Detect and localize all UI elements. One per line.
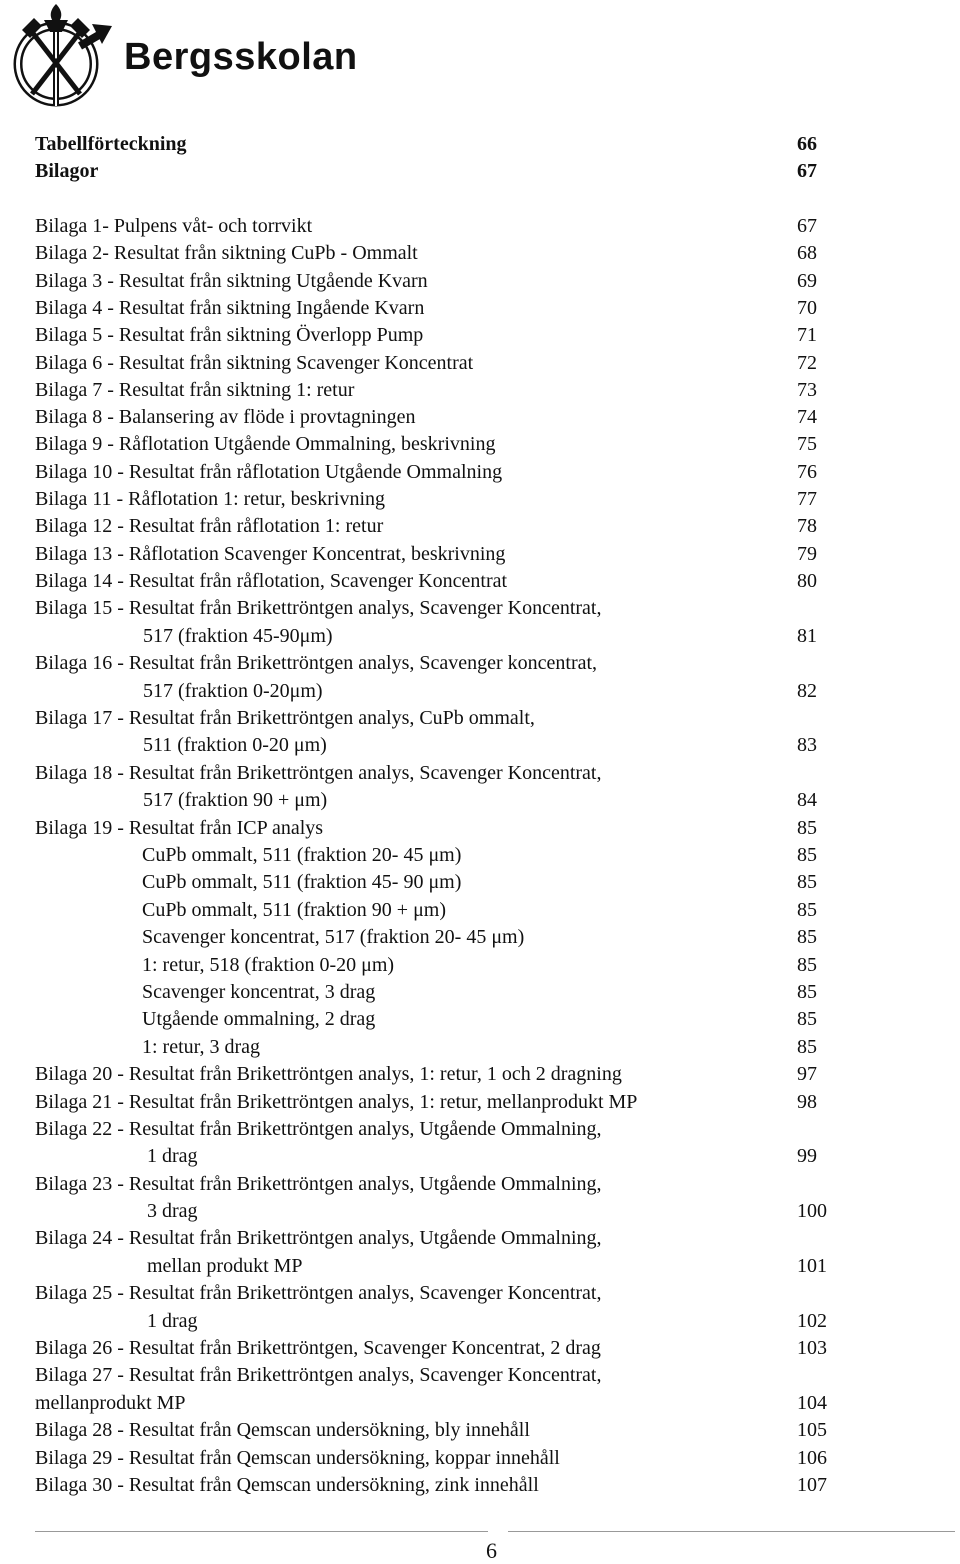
toc-entry-page: 103 <box>797 1337 827 1359</box>
toc-entry-label: CuPb ommalt, 511 (fraktion 45- 90 μm) <box>142 871 462 893</box>
toc-entry <box>35 787 835 814</box>
toc-entry-page: 75 <box>797 433 817 455</box>
toc-entry-label: 3 drag <box>147 1200 198 1222</box>
toc-entry-page: 80 <box>797 570 817 592</box>
toc-entry <box>35 842 835 869</box>
toc-entry-label: Bilaga 11 - Råflotation 1: retur, beskrivning <box>35 488 386 510</box>
toc-entry-label: Utgående ommalning, 2 drag <box>142 1008 376 1030</box>
toc-entry-page: 74 <box>797 406 817 428</box>
toc-entry-label: Bilaga 24 - Resultat från Brikettröntgen analys, Utgående Ommalning, <box>35 1227 602 1249</box>
toc-entry <box>35 1362 835 1389</box>
toc-entry <box>35 924 835 951</box>
toc-entry <box>35 486 835 513</box>
toc-entry <box>35 513 835 540</box>
toc-entry-label: CuPb ommalt, 511 (fraktion 90 + μm) <box>142 899 447 921</box>
toc-entry-label: 1 drag <box>147 1145 198 1167</box>
toc-entry <box>35 350 835 377</box>
toc-entry-label: 517 (fraktion 45-90μm) <box>143 625 333 647</box>
toc-entry-label: Bilaga 14 - Resultat från råflotation, Scavenger Koncentrat <box>35 570 508 592</box>
toc-entry <box>35 650 835 677</box>
toc-entry-label: Bilaga 4 - Resultat från siktning Ingående Kvarn <box>35 297 425 319</box>
toc-entry-page: 100 <box>797 1200 827 1222</box>
toc-entry-page: 84 <box>797 789 817 811</box>
page-number: 6 <box>486 1538 497 1563</box>
toc-entry-page: 73 <box>797 379 817 401</box>
toc-entry-label: Bilaga 7 - Resultat från siktning 1: retur <box>35 379 355 401</box>
toc-entry <box>35 268 835 295</box>
toc-entry-label: Bilaga 20 - Resultat från Brikettröntgen analys, 1: retur, 1 och 2 dragning <box>35 1063 622 1085</box>
toc-entry-page: 85 <box>797 1036 817 1058</box>
toc-entry <box>35 732 835 759</box>
toc-entry-page: 76 <box>797 461 817 483</box>
toc-entry-label: 1: retur, 3 drag <box>142 1036 261 1058</box>
toc-entry <box>35 952 835 979</box>
toc-entry <box>35 1390 835 1417</box>
toc-entry-label: Bilagor <box>35 160 99 182</box>
toc-entry <box>35 1171 835 1198</box>
bergsskolan-logo-icon <box>4 2 116 114</box>
toc-entry <box>35 1280 835 1307</box>
toc-entry-label: Bilaga 1- Pulpens våt- och torrvikt <box>35 215 313 237</box>
toc-entry-page: 106 <box>797 1447 827 1469</box>
toc-entry-label: Bilaga 29 - Resultat från Qemscan undersökning, koppar innehåll <box>35 1447 560 1469</box>
toc-entry-label: Bilaga 5 - Resultat från siktning Överlopp Pump <box>35 324 424 346</box>
toc-entry-page: 105 <box>797 1419 827 1441</box>
toc-entry-label: Bilaga 6 - Resultat från siktning Scavenger Koncentrat <box>35 352 474 374</box>
toc-entry <box>35 1116 835 1143</box>
toc-entry <box>35 1308 835 1335</box>
toc-entry <box>35 678 835 705</box>
toc-entry <box>35 979 835 1006</box>
toc-entry-page: 85 <box>797 981 817 1003</box>
toc-entry-label: CuPb ommalt, 511 (fraktion 20- 45 μm) <box>142 844 462 866</box>
toc-entry <box>35 1335 835 1362</box>
toc-entry-label: Bilaga 13 - Råflotation Scavenger Koncentrat, beskrivning <box>35 543 506 565</box>
toc-entry-label: 1 drag <box>147 1310 198 1332</box>
toc-entry-label: mellanprodukt MP <box>35 1392 186 1414</box>
toc-entry-page: 99 <box>797 1145 817 1167</box>
toc-entry <box>35 705 835 732</box>
brand-name: Bergsskolan <box>124 36 358 78</box>
toc-entry-label: Scavenger koncentrat, 517 (fraktion 20- 45 μm) <box>142 926 525 948</box>
toc-entry-label: Scavenger koncentrat, 3 drag <box>142 981 376 1003</box>
toc-entry-page: 101 <box>797 1255 827 1277</box>
toc-entry-label: Bilaga 12 - Resultat från råflotation 1: retur <box>35 515 384 537</box>
toc-entry <box>35 213 835 240</box>
toc-entry-label: Bilaga 25 - Resultat från Brikettröntgen analys, Scavenger Koncentrat, <box>35 1282 602 1304</box>
toc-entry <box>35 1417 835 1444</box>
toc-entry-page: 71 <box>797 324 817 346</box>
toc-entry-page: 70 <box>797 297 817 319</box>
toc-entry-label: Bilaga 18 - Resultat från Brikettröntgen analys, Scavenger Koncentrat, <box>35 762 602 784</box>
toc-entry-label: mellan produkt MP <box>147 1255 303 1277</box>
toc-entry-label: Bilaga 22 - Resultat från Brikettröntgen analys, Utgående Ommalning, <box>35 1118 602 1140</box>
toc-entry-page: 85 <box>797 871 817 893</box>
toc-entry <box>35 1061 835 1088</box>
toc-entry <box>35 568 835 595</box>
toc-entry-label: 517 (fraktion 0-20μm) <box>143 680 323 702</box>
toc-entry-page: 81 <box>797 625 817 647</box>
toc-entry-label: Bilaga 27 - Resultat från Brikettröntgen analys, Scavenger Koncentrat, <box>35 1364 602 1386</box>
toc-entry-label: 1: retur, 518 (fraktion 0-20 μm) <box>142 954 395 976</box>
toc-entry <box>35 541 835 568</box>
toc-heading-bilagor <box>35 158 835 185</box>
footer-divider-gap <box>488 1527 508 1535</box>
toc-entry-page: 66 <box>797 133 817 155</box>
toc-entry-page: 85 <box>797 817 817 839</box>
toc-entry <box>35 595 835 622</box>
toc-entry-page: 85 <box>797 954 817 976</box>
toc-entry <box>35 322 835 349</box>
toc-entry <box>35 1225 835 1252</box>
toc-entry-page: 97 <box>797 1063 817 1085</box>
toc-entry-label: Bilaga 17 - Resultat från Brikettröntgen analys, CuPb ommalt, <box>35 707 535 729</box>
toc-entry-page: 85 <box>797 844 817 866</box>
toc-entry <box>35 295 835 322</box>
page-header <box>0 0 960 120</box>
toc-entry-label: Bilaga 16 - Resultat från Brikettröntgen analys, Scavenger koncentrat, <box>35 652 598 674</box>
toc-entry-page: 107 <box>797 1474 827 1496</box>
toc-entry-page: 83 <box>797 734 817 756</box>
toc-entry-page: 82 <box>797 680 817 702</box>
toc-entry-label: Bilaga 28 - Resultat från Qemscan undersökning, bly innehåll <box>35 1419 530 1441</box>
toc-entry-label: Tabellförteckning <box>35 133 187 155</box>
toc-entry-page: 85 <box>797 926 817 948</box>
toc-entry-label: 517 (fraktion 90 + μm) <box>143 789 328 811</box>
toc-entry-label: Bilaga 23 - Resultat från Brikettröntgen analys, Utgående Ommalning, <box>35 1173 602 1195</box>
toc-entry <box>35 1089 835 1116</box>
toc-entry-page: 69 <box>797 270 817 292</box>
toc-entry-page: 102 <box>797 1310 827 1332</box>
toc-entry-label: 511 (fraktion 0-20 μm) <box>143 734 327 756</box>
toc-entry-page: 98 <box>797 1091 817 1113</box>
toc-entry <box>35 897 835 924</box>
toc-entry <box>35 404 835 431</box>
toc-entry-page: 85 <box>797 899 817 921</box>
toc-entry-page: 68 <box>797 242 817 264</box>
toc-entry-page: 104 <box>797 1392 827 1414</box>
toc-entry-page: 79 <box>797 543 817 565</box>
toc-entry-label: Bilaga 21 - Resultat från Brikettröntgen analys, 1: retur, mellanprodukt MP <box>35 1091 638 1113</box>
toc-entry <box>35 1198 835 1225</box>
toc-entry-page: 67 <box>797 215 817 237</box>
toc-entry-page: 72 <box>797 352 817 374</box>
toc-entry <box>35 760 835 787</box>
toc-entry <box>35 240 835 267</box>
toc-entry <box>35 815 835 842</box>
toc-entry-label: Bilaga 8 - Balansering av flöde i provtagningen <box>35 406 416 428</box>
toc-entry-label: Bilaga 19 - Resultat från ICP analys <box>35 817 324 839</box>
toc-entry <box>35 431 835 458</box>
toc-entry-label: Bilaga 26 - Resultat från Brikettröntgen, Scavenger Koncentrat, 2 drag <box>35 1337 601 1359</box>
toc-entry-page: 67 <box>797 160 817 182</box>
toc-entry-page: 78 <box>797 515 817 537</box>
toc-entry <box>35 377 835 404</box>
toc-entry-label: Bilaga 15 - Resultat från Brikettröntgen analys, Scavenger Koncentrat, <box>35 597 602 619</box>
toc-entry <box>35 1034 835 1061</box>
toc-entry <box>35 1445 835 1472</box>
toc-entry-label: Bilaga 9 - Råflotation Utgående Ommalning, beskrivning <box>35 433 496 455</box>
toc-entry-page: 77 <box>797 488 817 510</box>
toc-entry-label: Bilaga 3 - Resultat från siktning Utgående Kvarn <box>35 270 428 292</box>
toc-entry <box>35 623 835 650</box>
toc-entry <box>35 1006 835 1033</box>
toc-entry <box>35 1472 835 1499</box>
toc-entry <box>35 459 835 486</box>
toc-entry <box>35 1143 835 1170</box>
toc-entry-label: Bilaga 2- Resultat från siktning CuPb - Ommalt <box>35 242 418 264</box>
toc-entry <box>35 869 835 896</box>
toc-entry-label: Bilaga 30 - Resultat från Qemscan undersökning, zink innehåll <box>35 1474 539 1496</box>
toc-entry-page: 85 <box>797 1008 817 1030</box>
toc-heading-tabellforteckning <box>35 131 835 158</box>
toc-entry-label: Bilaga 10 - Resultat från råflotation Utgående Ommalning <box>35 461 503 483</box>
toc-entry <box>35 1253 835 1280</box>
